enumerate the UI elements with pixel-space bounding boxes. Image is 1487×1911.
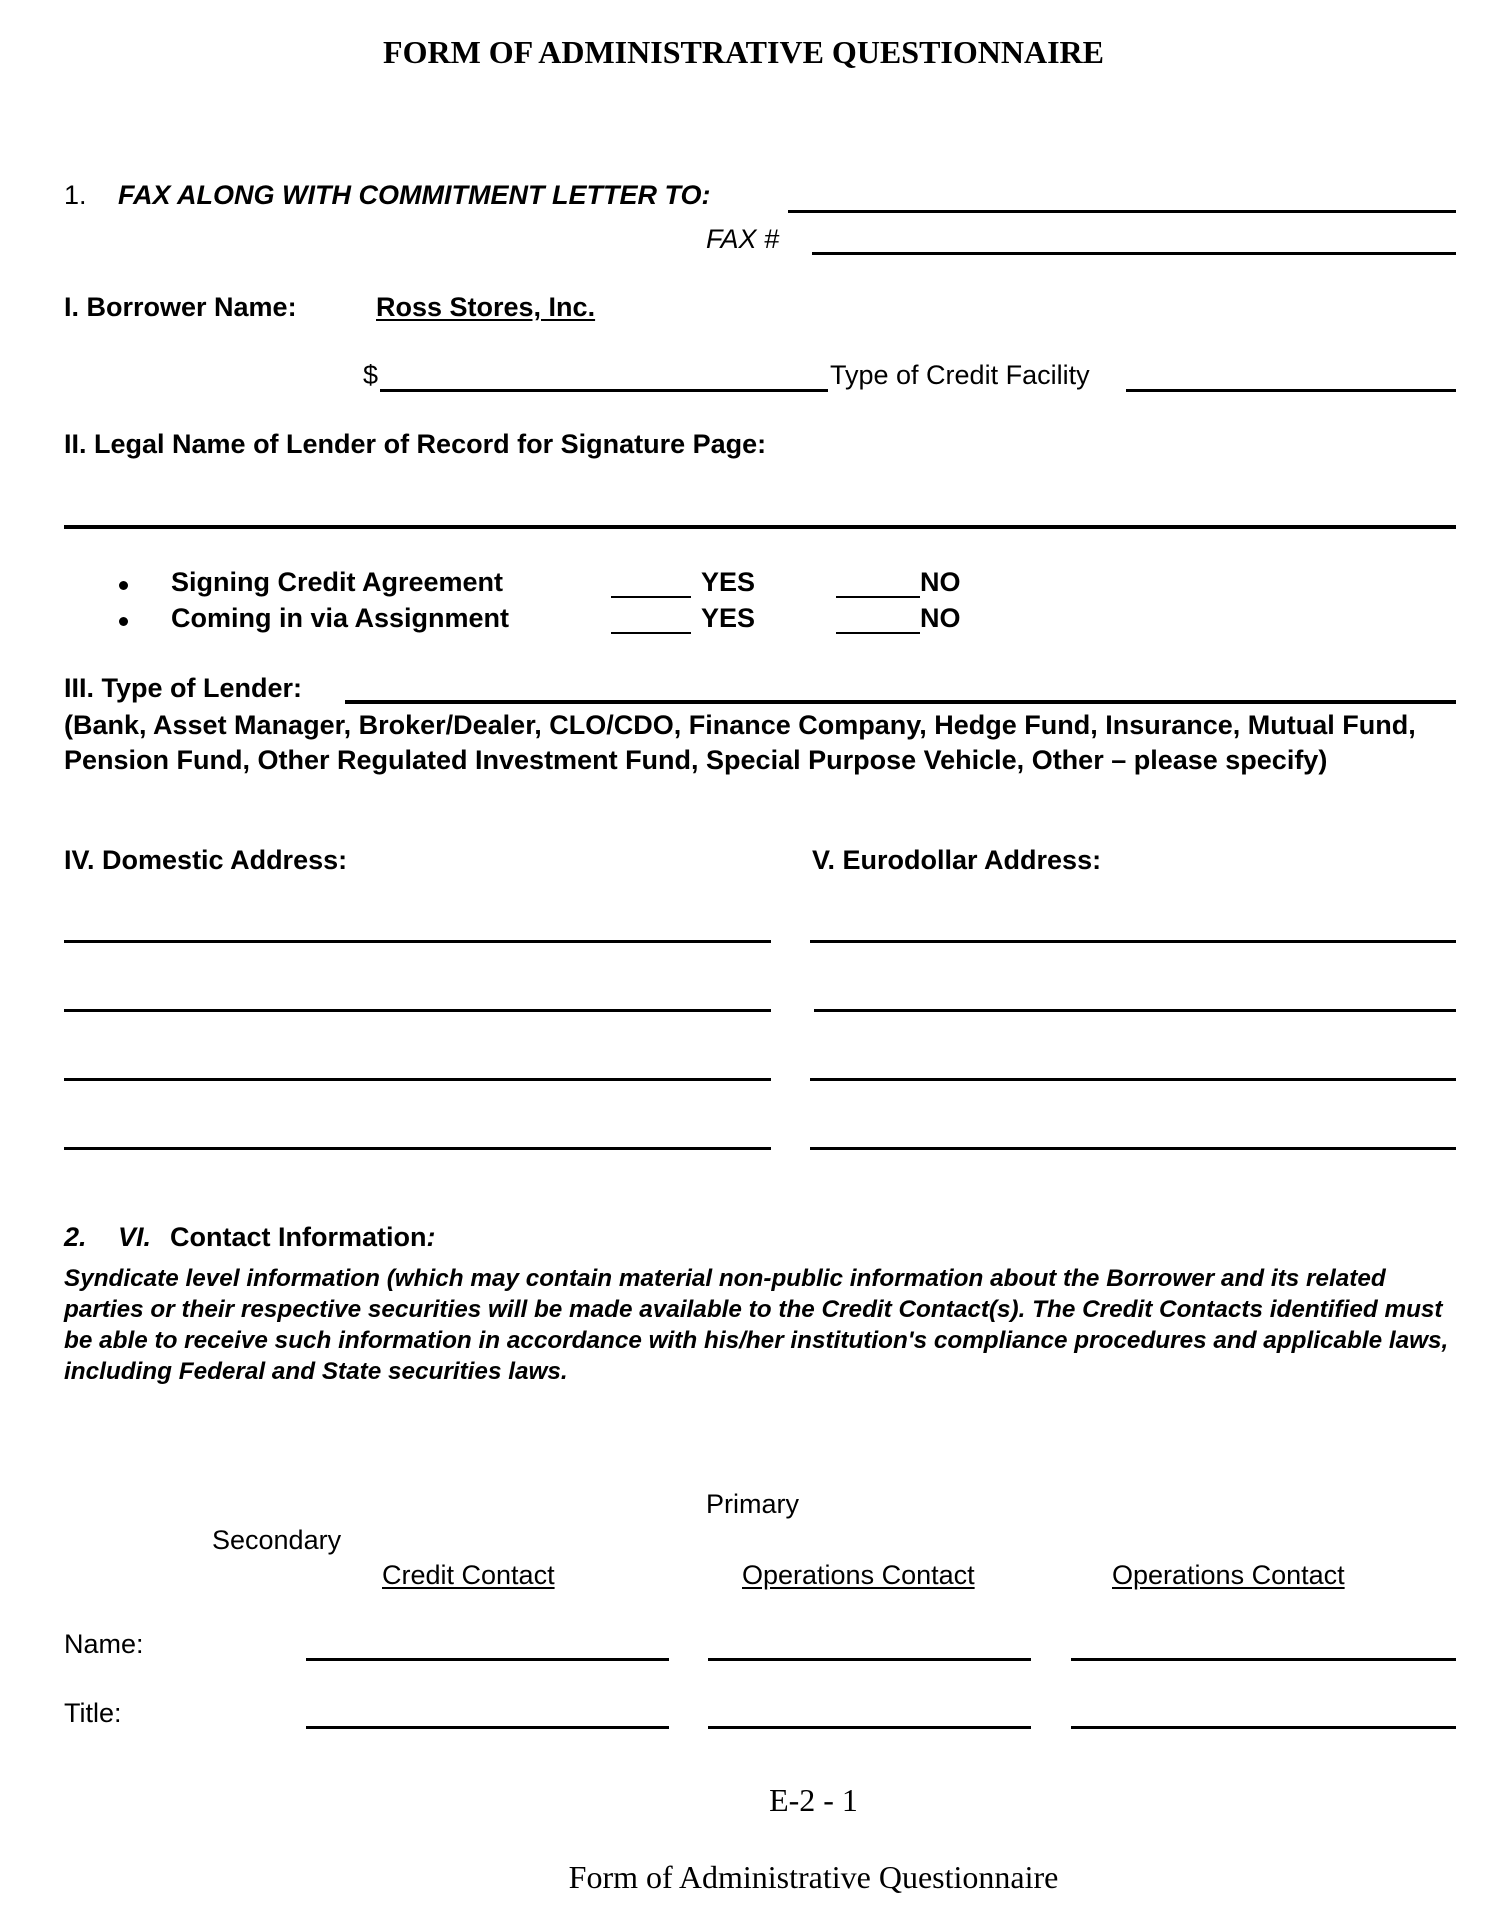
assignment-no-label: NO bbox=[920, 603, 961, 633]
section-vi-roman: VI. bbox=[118, 1222, 152, 1252]
title-row-label: Title: bbox=[64, 1698, 122, 1728]
borrower-name-value: Ross Stores, Inc. bbox=[376, 292, 596, 322]
signing-credit-agreement-label: Signing Credit Agreement bbox=[171, 567, 504, 597]
borrower-name-label: I. Borrower Name: bbox=[64, 292, 297, 322]
contact-information-label: Contact Information bbox=[170, 1222, 427, 1252]
secondary-ops-name-field[interactable] bbox=[1071, 1658, 1456, 1661]
primary-ops-title-field[interactable] bbox=[708, 1726, 1031, 1729]
domestic-address-line-3[interactable] bbox=[64, 1078, 771, 1081]
assignment-yes-field[interactable] bbox=[611, 632, 691, 634]
domestic-address-line-4[interactable] bbox=[64, 1147, 771, 1150]
eurodollar-address-line-4[interactable] bbox=[810, 1147, 1456, 1150]
fax-number-label: FAX # bbox=[706, 224, 780, 254]
signing-no-label: NO bbox=[920, 567, 961, 597]
lender-type-label: III. Type of Lender: bbox=[64, 673, 303, 703]
eurodollar-address-line-1[interactable] bbox=[810, 940, 1456, 943]
page-number: E-2 - 1 bbox=[769, 1782, 858, 1818]
credit-facility-field[interactable] bbox=[1126, 389, 1456, 392]
eurodollar-address-line-2[interactable] bbox=[814, 1009, 1456, 1012]
assignment-label: Coming in via Assignment bbox=[171, 603, 510, 633]
fax-along-label: FAX ALONG WITH COMMITMENT LETTER TO: bbox=[118, 180, 711, 210]
legal-name-label: II. Legal Name of Lender of Record for Signature Page: bbox=[64, 429, 767, 459]
lender-type-field[interactable] bbox=[345, 700, 1456, 704]
signing-no-field[interactable] bbox=[836, 596, 920, 598]
secondary-ops-title-field[interactable] bbox=[1071, 1726, 1456, 1729]
dollar-sign: $ bbox=[363, 360, 379, 390]
legal-name-field[interactable] bbox=[64, 525, 1456, 529]
credit-contact-name-field[interactable] bbox=[306, 1658, 669, 1661]
primary-ops-name-field[interactable] bbox=[708, 1658, 1031, 1661]
commitment-amount-field[interactable] bbox=[380, 389, 828, 392]
footer-form-name: Form of Administrative Questionnaire bbox=[568, 1859, 1059, 1895]
primary-label: Primary bbox=[706, 1489, 799, 1519]
fax-number-field[interactable] bbox=[812, 252, 1456, 255]
domestic-address-label: IV. Domestic Address: bbox=[64, 845, 348, 875]
signing-yes-field[interactable] bbox=[611, 596, 691, 598]
section-2-number: 2. bbox=[64, 1222, 87, 1252]
bullet-icon bbox=[119, 581, 128, 590]
lender-type-options: (Bank, Asset Manager, Broker/Dealer, CLO/CDO, Finance Company, Hedge Fund, Insurance, Mutual Fund, Pension Fund, Other Regulated Investment Fund, Special Purpose Vehicle, Other – please specify) bbox=[64, 710, 1416, 775]
assignment-no-field[interactable] bbox=[836, 632, 920, 634]
contact-information-colon: : bbox=[426, 1222, 436, 1252]
name-row-label: Name: bbox=[64, 1629, 144, 1659]
domestic-address-line-2[interactable] bbox=[64, 1009, 771, 1012]
domestic-address-line-1[interactable] bbox=[64, 940, 771, 943]
credit-contact-title-field[interactable] bbox=[306, 1726, 669, 1729]
secondary-label: Secondary bbox=[212, 1525, 342, 1555]
primary-operations-contact-header: Operations Contact bbox=[742, 1560, 975, 1590]
bullet-icon bbox=[119, 617, 128, 626]
credit-facility-label: Type of Credit Facility bbox=[830, 360, 1090, 390]
page-title: FORM OF ADMINISTRATIVE QUESTIONNAIRE bbox=[383, 34, 1104, 70]
fax-recipient-field[interactable] bbox=[788, 210, 1456, 213]
credit-contact-header: Credit Contact bbox=[382, 1560, 555, 1590]
secondary-operations-contact-header: Operations Contact bbox=[1112, 1560, 1345, 1590]
contact-information-heading bbox=[170, 1222, 436, 1253]
eurodollar-address-label: V. Eurodollar Address: bbox=[812, 845, 1102, 875]
syndicate-notice: Syndicate level information (which may contain material non-public information about the Borrower and its related parties or their respective securities will be made available to the Credit Contact(s). The Credit Contacts identified must be able to receive such information in accordance with his/her institution's compliance procedures and applicable laws, including Federal and State securities laws. bbox=[64, 1265, 1449, 1385]
eurodollar-address-line-3[interactable] bbox=[810, 1078, 1456, 1081]
section-1-number: 1. bbox=[64, 180, 87, 210]
assignment-yes-label: YES bbox=[701, 603, 756, 633]
signing-yes-label: YES bbox=[701, 567, 756, 597]
